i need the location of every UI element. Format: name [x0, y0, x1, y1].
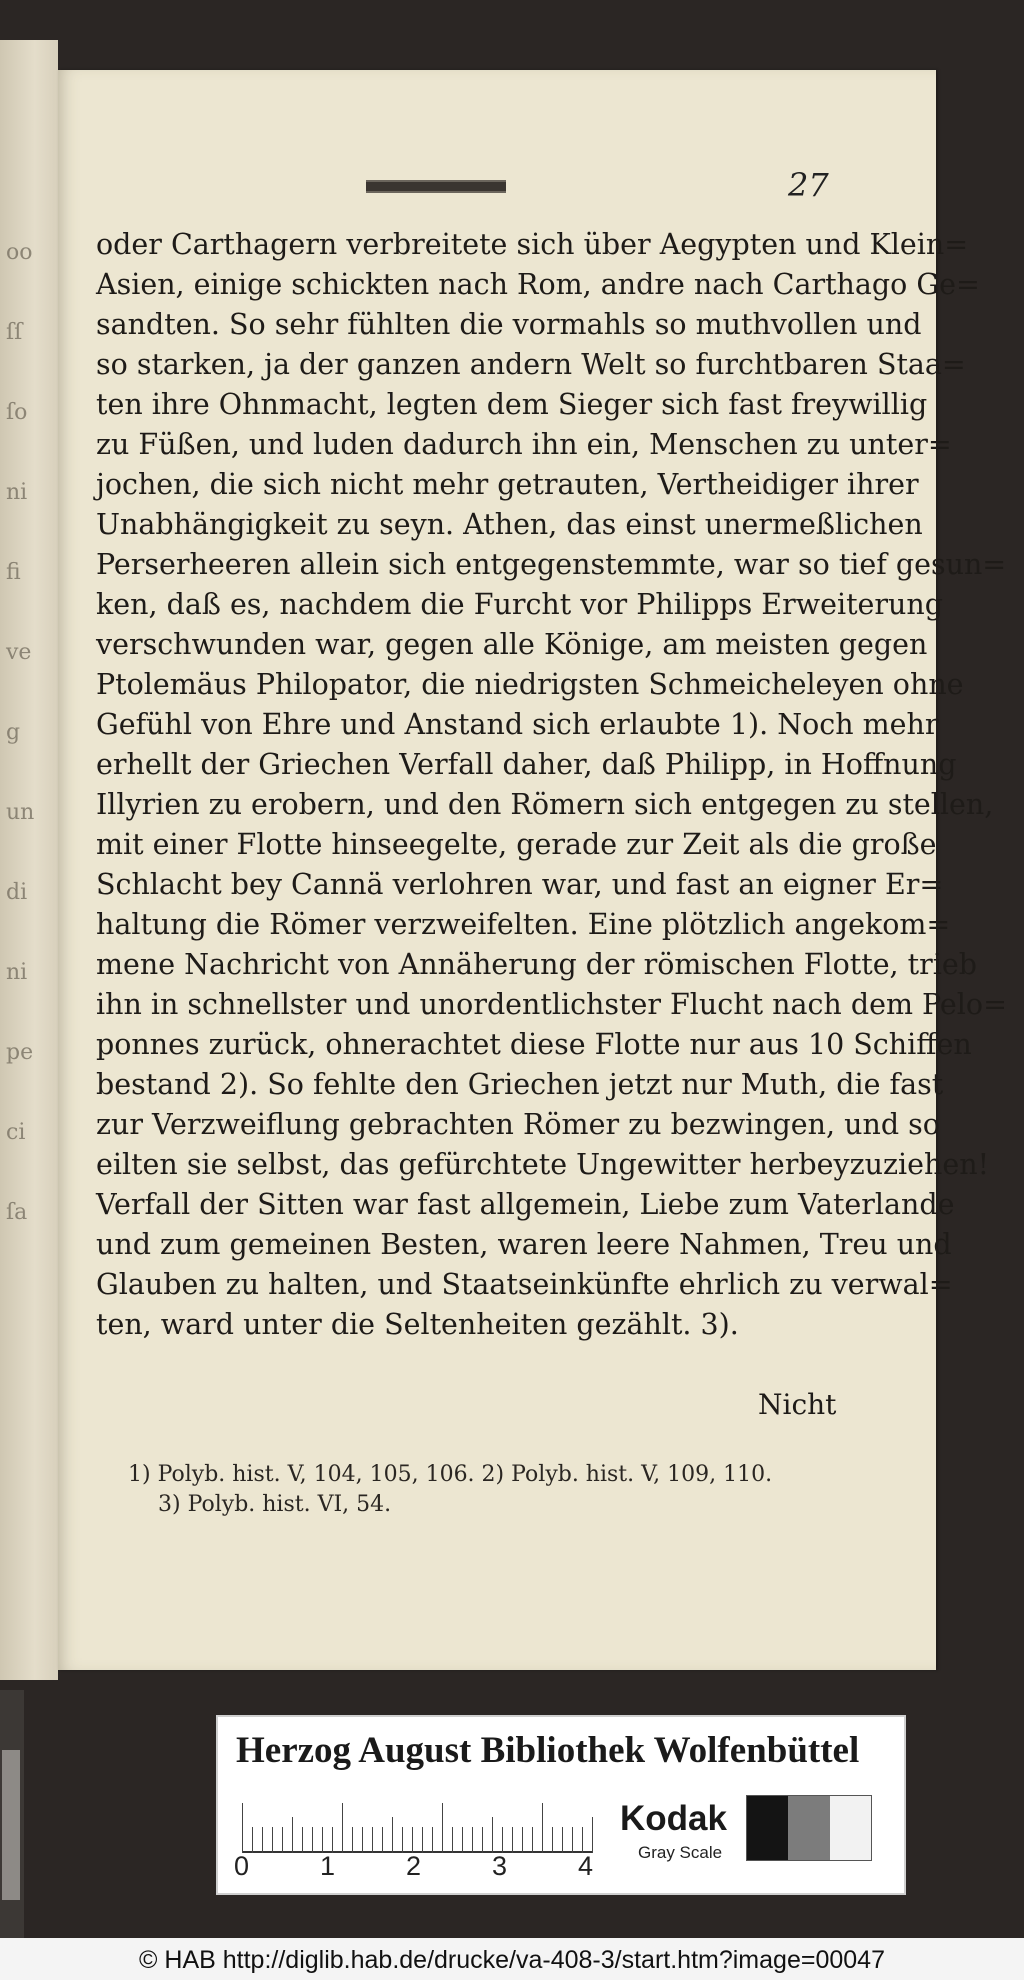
ruler-tick: [262, 1827, 263, 1853]
adjacent-page-fragment: ve: [6, 640, 32, 665]
ruler-number: 0: [234, 1851, 250, 1881]
ruler-tick: [342, 1803, 343, 1853]
color-scale-card: [216, 1715, 906, 1895]
adjacent-page-fragment: g: [6, 720, 21, 745]
adjacent-page-fragment: oo: [6, 240, 33, 265]
ruler-tick: [242, 1803, 243, 1853]
ruler-tick: [302, 1827, 303, 1853]
text-line: verschwunden war, gegen alle Könige, am meisten gegen: [96, 628, 928, 661]
gray-swatch: [747, 1796, 788, 1860]
footer-url: © HAB http://diglib.hab.de/drucke/va-408-3/start.htm?image=00047: [139, 1946, 885, 1974]
text-line: ten ihre Ohnmacht, legten dem Sieger sich fast freywillig: [96, 388, 928, 421]
ruler-tick: [472, 1827, 473, 1853]
adjacent-page-fragment: ni: [6, 480, 28, 505]
adjacent-page-fragment: pe: [6, 1040, 34, 1065]
text-line: haltung die Römer verzweifelten. Eine plötzlich angekom=: [96, 908, 951, 941]
page-body-text: [96, 225, 1007, 1345]
text-line: erhellt der Griechen Verfall daher, daß Philipp, in Hoffnung: [96, 748, 957, 781]
text-line: mit einer Flotte hinseegelte, gerade zur Zeit als die große: [96, 828, 937, 861]
text-line: Illyrien zu erobern, und den Römern sich entgegen zu stellen,: [96, 788, 994, 821]
ruler-tick: [562, 1827, 563, 1853]
text-line: ihn in schnellster und unordentlichster Flucht nach dem Pelo=: [96, 988, 1007, 1021]
ruler-number: 4: [578, 1851, 594, 1881]
text-line: so starken, ja der ganzen andern Welt so furchtbaren Staa=: [96, 348, 966, 381]
text-line: Asien, einige schickten nach Rom, andre nach Carthago Ge=: [96, 268, 980, 301]
adjacent-page-edge: [0, 40, 58, 1680]
footnote-line: 1) Polyb. hist. V, 104, 105, 106. 2) Polyb. hist. V, 109, 110.: [128, 1462, 773, 1487]
ruler-tick: [482, 1827, 483, 1853]
library-name: Herzog August Bibliothek Wolfenbüttel: [236, 1730, 860, 1771]
ruler-tick: [372, 1827, 373, 1853]
ruler-tick: [282, 1827, 283, 1853]
book-page: [58, 70, 1007, 1670]
ruler-numbers: [234, 1851, 654, 1891]
ruler-tick: [492, 1817, 493, 1853]
gray-swatch: [788, 1796, 829, 1860]
ruler-tick: [292, 1817, 293, 1853]
adjacent-page-fragment: un: [6, 800, 35, 825]
ruler-tick: [412, 1827, 413, 1853]
ruler-tick: [432, 1827, 433, 1853]
text-line: sandten. So sehr fühlten die vormahls so muthvollen und: [96, 308, 922, 341]
adjacent-page-fragment: ſo: [6, 400, 28, 425]
footnotes: [128, 1460, 878, 1520]
adjacent-page-fragment: ni: [6, 960, 28, 985]
ruler-tick: [252, 1827, 253, 1853]
ruler-number: 3: [492, 1851, 508, 1881]
gray-scale-label: Gray Scale: [638, 1843, 723, 1862]
catchword: Nicht: [758, 1388, 837, 1421]
text-line: zu Füßen, und luden dadurch ihn ein, Menschen zu unter=: [96, 428, 952, 461]
adjacent-page-fragment: di: [6, 880, 28, 905]
text-line: Ptolemäus Philopator, die niedrigsten Schmeicheleyen ohne: [96, 668, 964, 701]
ruler-tick: [392, 1817, 393, 1853]
ruler-tick: [462, 1827, 463, 1853]
page-number: 27: [788, 166, 829, 204]
adjacent-page-fragment: ci: [6, 1120, 26, 1145]
ruler-tick: [532, 1827, 533, 1853]
text-line: Schlacht bey Cannä verlohren war, und fast an eigner Er=: [96, 868, 944, 901]
text-line: eilten sie selbst, das gefürchtete Ungewitter herbeyzuziehen!: [96, 1148, 990, 1181]
adjacent-page-fragment: ſa: [6, 1200, 28, 1225]
ruler-tick: [362, 1827, 363, 1853]
adjacent-page-fragment: fi: [6, 560, 21, 585]
text-line: ken, daß es, nachdem die Furcht vor Philipps Erweiterung: [96, 588, 943, 621]
text-line: Verfall der Sitten war fast allgemein, Liebe zum Vaterlande: [96, 1188, 955, 1221]
text-line: oder Carthagern verbreitete sich über Aegypten und Klein=: [96, 228, 969, 261]
header-rule: [366, 180, 506, 193]
gray-swatches: [746, 1795, 872, 1861]
adjacent-page-fragment: ſſ: [6, 320, 23, 345]
ruler-tick: [542, 1803, 543, 1853]
text-line: und zum gemeinen Besten, waren leere Nahmen, Treu und: [96, 1228, 952, 1261]
ruler-tick: [552, 1827, 553, 1853]
ruler-tick: [442, 1803, 443, 1853]
text-line: zur Verzweiflung gebrachten Römer zu bezwingen, und so: [96, 1108, 940, 1141]
gray-swatch: [830, 1796, 871, 1860]
text-line: ponnes zurück, ohnerachtet diese Flotte nur aus 10 Schiffen: [96, 1028, 972, 1061]
ruler-tick: [502, 1827, 503, 1853]
footnote-line: 3) Polyb. hist. VI, 54.: [158, 1492, 392, 1517]
ruler-number: 2: [406, 1851, 422, 1881]
ruler-tick: [592, 1817, 593, 1853]
text-line: bestand 2). So fehlte den Griechen jetzt nur Muth, die fast: [96, 1068, 944, 1101]
text-line: ten, ward unter die Seltenheiten gezählt. 3).: [96, 1308, 739, 1341]
ruler-tick: [512, 1827, 513, 1853]
ruler-tick: [322, 1827, 323, 1853]
ruler-tick: [422, 1827, 423, 1853]
text-line: mene Nachricht von Annäherung der römischen Flotte, trieb: [96, 948, 977, 981]
ruler-tick: [272, 1827, 273, 1853]
text-line: Gefühl von Ehre und Anstand sich erlaubte 1). Noch mehr: [96, 708, 939, 741]
ruler-tick: [312, 1827, 313, 1853]
text-line: Unabhängigkeit zu seyn. Athen, das einst unermeßlichen: [96, 508, 923, 541]
ruler-tick: [382, 1827, 383, 1853]
ruler-tick: [572, 1827, 573, 1853]
ruler-tick: [452, 1827, 453, 1853]
bookmark-tab: [2, 1750, 20, 1900]
book-spine: [0, 1690, 24, 1950]
ruler-tick: [402, 1827, 403, 1853]
measurement-ruler: [242, 1799, 592, 1853]
text-line: jochen, die sich nicht mehr getrauten, Vertheidiger ihrer: [96, 468, 919, 501]
copyright-footer: [0, 1938, 1024, 1980]
ruler-tick: [582, 1827, 583, 1853]
text-line: Perserheeren allein sich entgegenstemmte, war so tief gesun=: [96, 548, 1007, 581]
ruler-tick: [522, 1827, 523, 1853]
ruler-tick: [352, 1827, 353, 1853]
text-line: Glauben zu halten, und Staatseinkünfte ehrlich zu verwal=: [96, 1268, 953, 1301]
ruler-tick: [332, 1827, 333, 1853]
ruler-number: 1: [320, 1851, 336, 1881]
kodak-logo: Kodak: [620, 1799, 727, 1838]
